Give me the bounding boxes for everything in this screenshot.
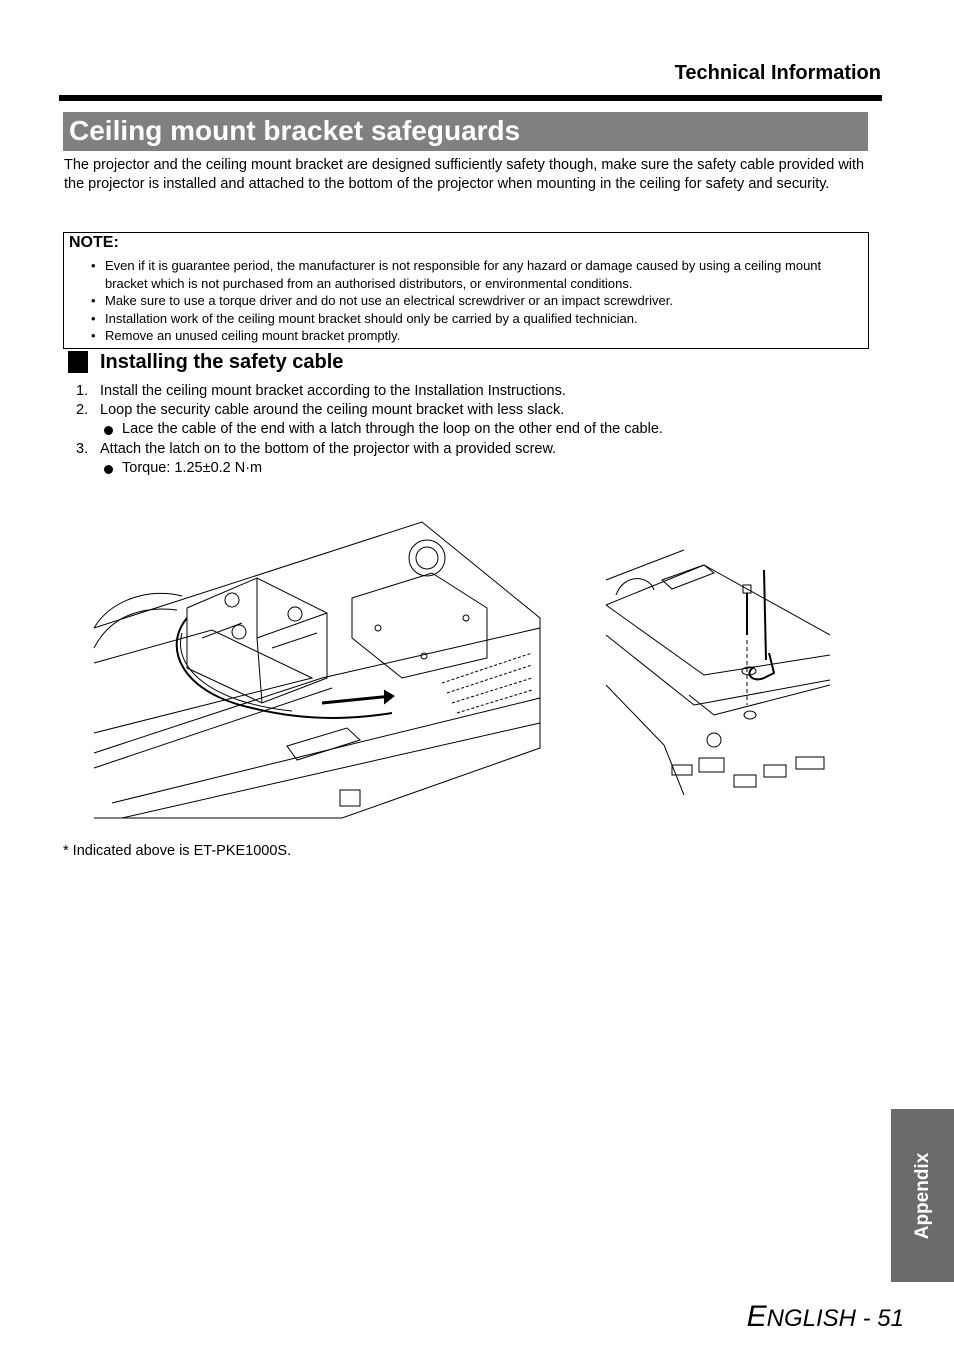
- side-tab-label: Appendix: [911, 1152, 933, 1239]
- note-item: • Remove an unused ceiling mount bracket promptly.: [91, 328, 401, 343]
- note-item: • Installation work of the ceiling mount bracket should only be carried by a qualified technician.: [91, 310, 638, 326]
- bullet-icon: [104, 426, 113, 435]
- intro-paragraph: The projector and the ceiling mount bracket are designed sufficiently safety though, make sure the safety cable provided with the projector is installed and attached to the bottom of the projector when mounting in the ceiling for safety and security.: [64, 157, 865, 192]
- step-item: 1. Install the ceiling mount bracket according to the Installation Instructions.: [76, 383, 566, 399]
- steps-list: [76, 382, 876, 478]
- header-rule: [59, 95, 882, 101]
- note-item: • Even if it is guarantee period, the manufacturer is not responsible for any hazard or damage caused by using a ceiling mount bracket which is not purchased from an authorised distributors, or environmental conditions.: [91, 258, 822, 291]
- bullet-icon: [104, 465, 113, 474]
- step-item: 3. Attach the latch on to the bottom of the projector with a provided screw.: [76, 440, 557, 457]
- page-number: ENGLISH - 51: [746, 1300, 904, 1333]
- latch-screw-illustration: [604, 545, 830, 795]
- note-box: [63, 232, 869, 349]
- step-subitem: Torque: 1.25±0.2 N·m: [76, 459, 876, 478]
- heading-square-marker: [68, 351, 88, 373]
- note-list: [89, 257, 859, 345]
- note-item: • Make sure to use a torque driver and do not use an electrical screwdriver or an impact screwdriver.: [91, 293, 673, 308]
- footnote: * Indicated above is ET-PKE1000S.: [63, 843, 292, 859]
- subsection-title: Installing the safety cable: [100, 351, 344, 373]
- step-subitem: Lace the cable of the end with a latch through the loop on the other end of the cable.: [76, 420, 876, 439]
- bracket-cable-illustration: [92, 518, 544, 828]
- running-header: Technical Information: [674, 62, 881, 84]
- section-title: Ceiling mount bracket safeguards: [63, 112, 868, 151]
- note-title: NOTE:: [69, 234, 119, 251]
- appendix-side-tab: [891, 1109, 954, 1282]
- step-item: 2. Loop the security cable around the ceiling mount bracket with less slack.: [76, 402, 565, 419]
